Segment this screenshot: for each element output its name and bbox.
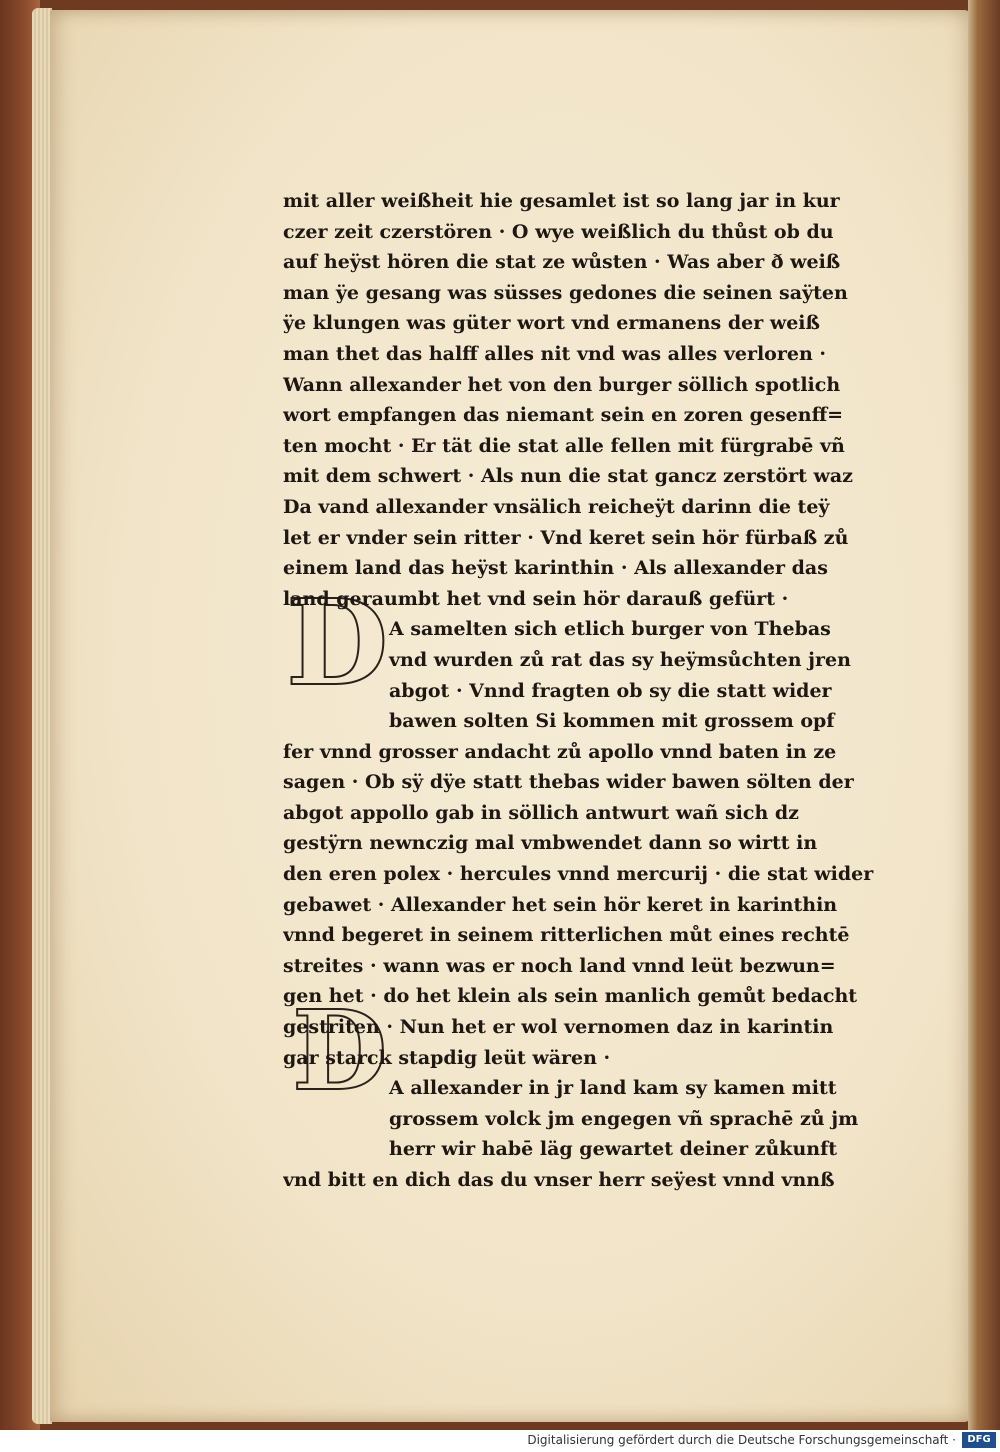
text-line: ten mocht · Er tät die stat alle fellen mit fürgrabē vñ (283, 434, 845, 457)
text-block (283, 186, 883, 1196)
text-line: let er vnder sein ritter · Vnd keret sein hör fürbaß zů (283, 526, 849, 549)
text-line: abgot · Vnnd fragten ob sy die statt wider (389, 679, 832, 702)
decorated-initial-d-1: D (286, 573, 389, 712)
text-line: mit aller weißheit hie gesamlet ist so lang jar in kur (283, 190, 840, 212)
text-line: vnnd begeret in seinem ritterlichen můt eines rechtē (283, 924, 850, 947)
text-line: gen het · do het klein als sein manlich gemůt bedacht (283, 985, 858, 1008)
text-line: czer zeit czerstören · O wye weißlich du thůst ob du (283, 220, 834, 243)
text-line: grossem volck jm engegen vñ sprachē zů jm (389, 1107, 859, 1130)
text-line: einem land das heÿst karinthin · Als allexander das (283, 557, 828, 580)
text-line: mit dem schwert · Als nun die stat gancz zerstört waz (283, 465, 853, 488)
text-line: streites · wann was er noch land vnnd leüt bezwun= (283, 954, 836, 977)
text-line: A samelten sich etlich burger von Thebas (389, 618, 831, 641)
page-edges (32, 8, 52, 1424)
text-line: A allexander in jr land kam sy kamen mitt (389, 1077, 837, 1100)
text-line: sagen · Ob sÿ dÿe statt thebas wider bawen sölten der (283, 771, 854, 794)
decorated-initial-d-2: D (292, 986, 388, 1115)
text-line: herr wir habē läg gewartet deiner zůkunft (389, 1138, 838, 1161)
binding-right (968, 0, 1000, 1430)
text-line: Da vand allexander vnsälich reicheÿt darinn die teÿ (283, 495, 830, 518)
text-line: bawen solten Si kommen mit grossem opf (389, 710, 835, 733)
footer-bar (0, 1430, 1000, 1452)
text-line: man thet das halff alles nit vnd was alles verloren · (283, 342, 826, 365)
text-line: auf heÿst hören die stat ze wůsten · Was aber ð weiß (283, 251, 841, 274)
text-line: gestriten · Nun het er wol vernomen daz in karintin (283, 1016, 834, 1039)
text-line: ÿe klungen was güter wort vnd ermanens der weiß (283, 312, 820, 335)
text-line: vnd wurden zů rat das sy heÿmsůchten jren (389, 648, 851, 671)
text-line: den eren polex · hercules vnnd mercurij · die stat wider (283, 863, 874, 886)
text-line: gar starck stapdig leüt wären · (283, 1046, 611, 1069)
text-line: wort empfangen das niemant sein en zoren gesenff= (283, 404, 844, 427)
text-line: fer vnnd grosser andacht zů apollo vnnd baten in ze (283, 740, 837, 763)
funding-notice: Digitalisierung gefördert durch die Deutsche Forschungsgemeinschaft · (527, 1433, 956, 1447)
text-line: gestÿrn newnczig mal vmbwendet dann so wirtt in (283, 832, 818, 855)
text-line: land geraumbt het vnd sein hör darauß gefürt · (283, 587, 789, 610)
text-line: abgot appollo gab in söllich antwurt wañ sich dz (283, 801, 799, 824)
text-line: man ÿe gesang was süsses gedones die seinen saÿten (283, 281, 848, 304)
dfg-logo-icon: DFG (962, 1432, 996, 1448)
text-line: Wann allexander het von den burger söllich spotlich (283, 373, 841, 396)
text-line: vnd bitt en dich das du vnser herr seÿest vnnd vnnß (283, 1169, 835, 1191)
text-line: gebawet · Allexander het sein hör keret in karinthin (283, 893, 838, 916)
